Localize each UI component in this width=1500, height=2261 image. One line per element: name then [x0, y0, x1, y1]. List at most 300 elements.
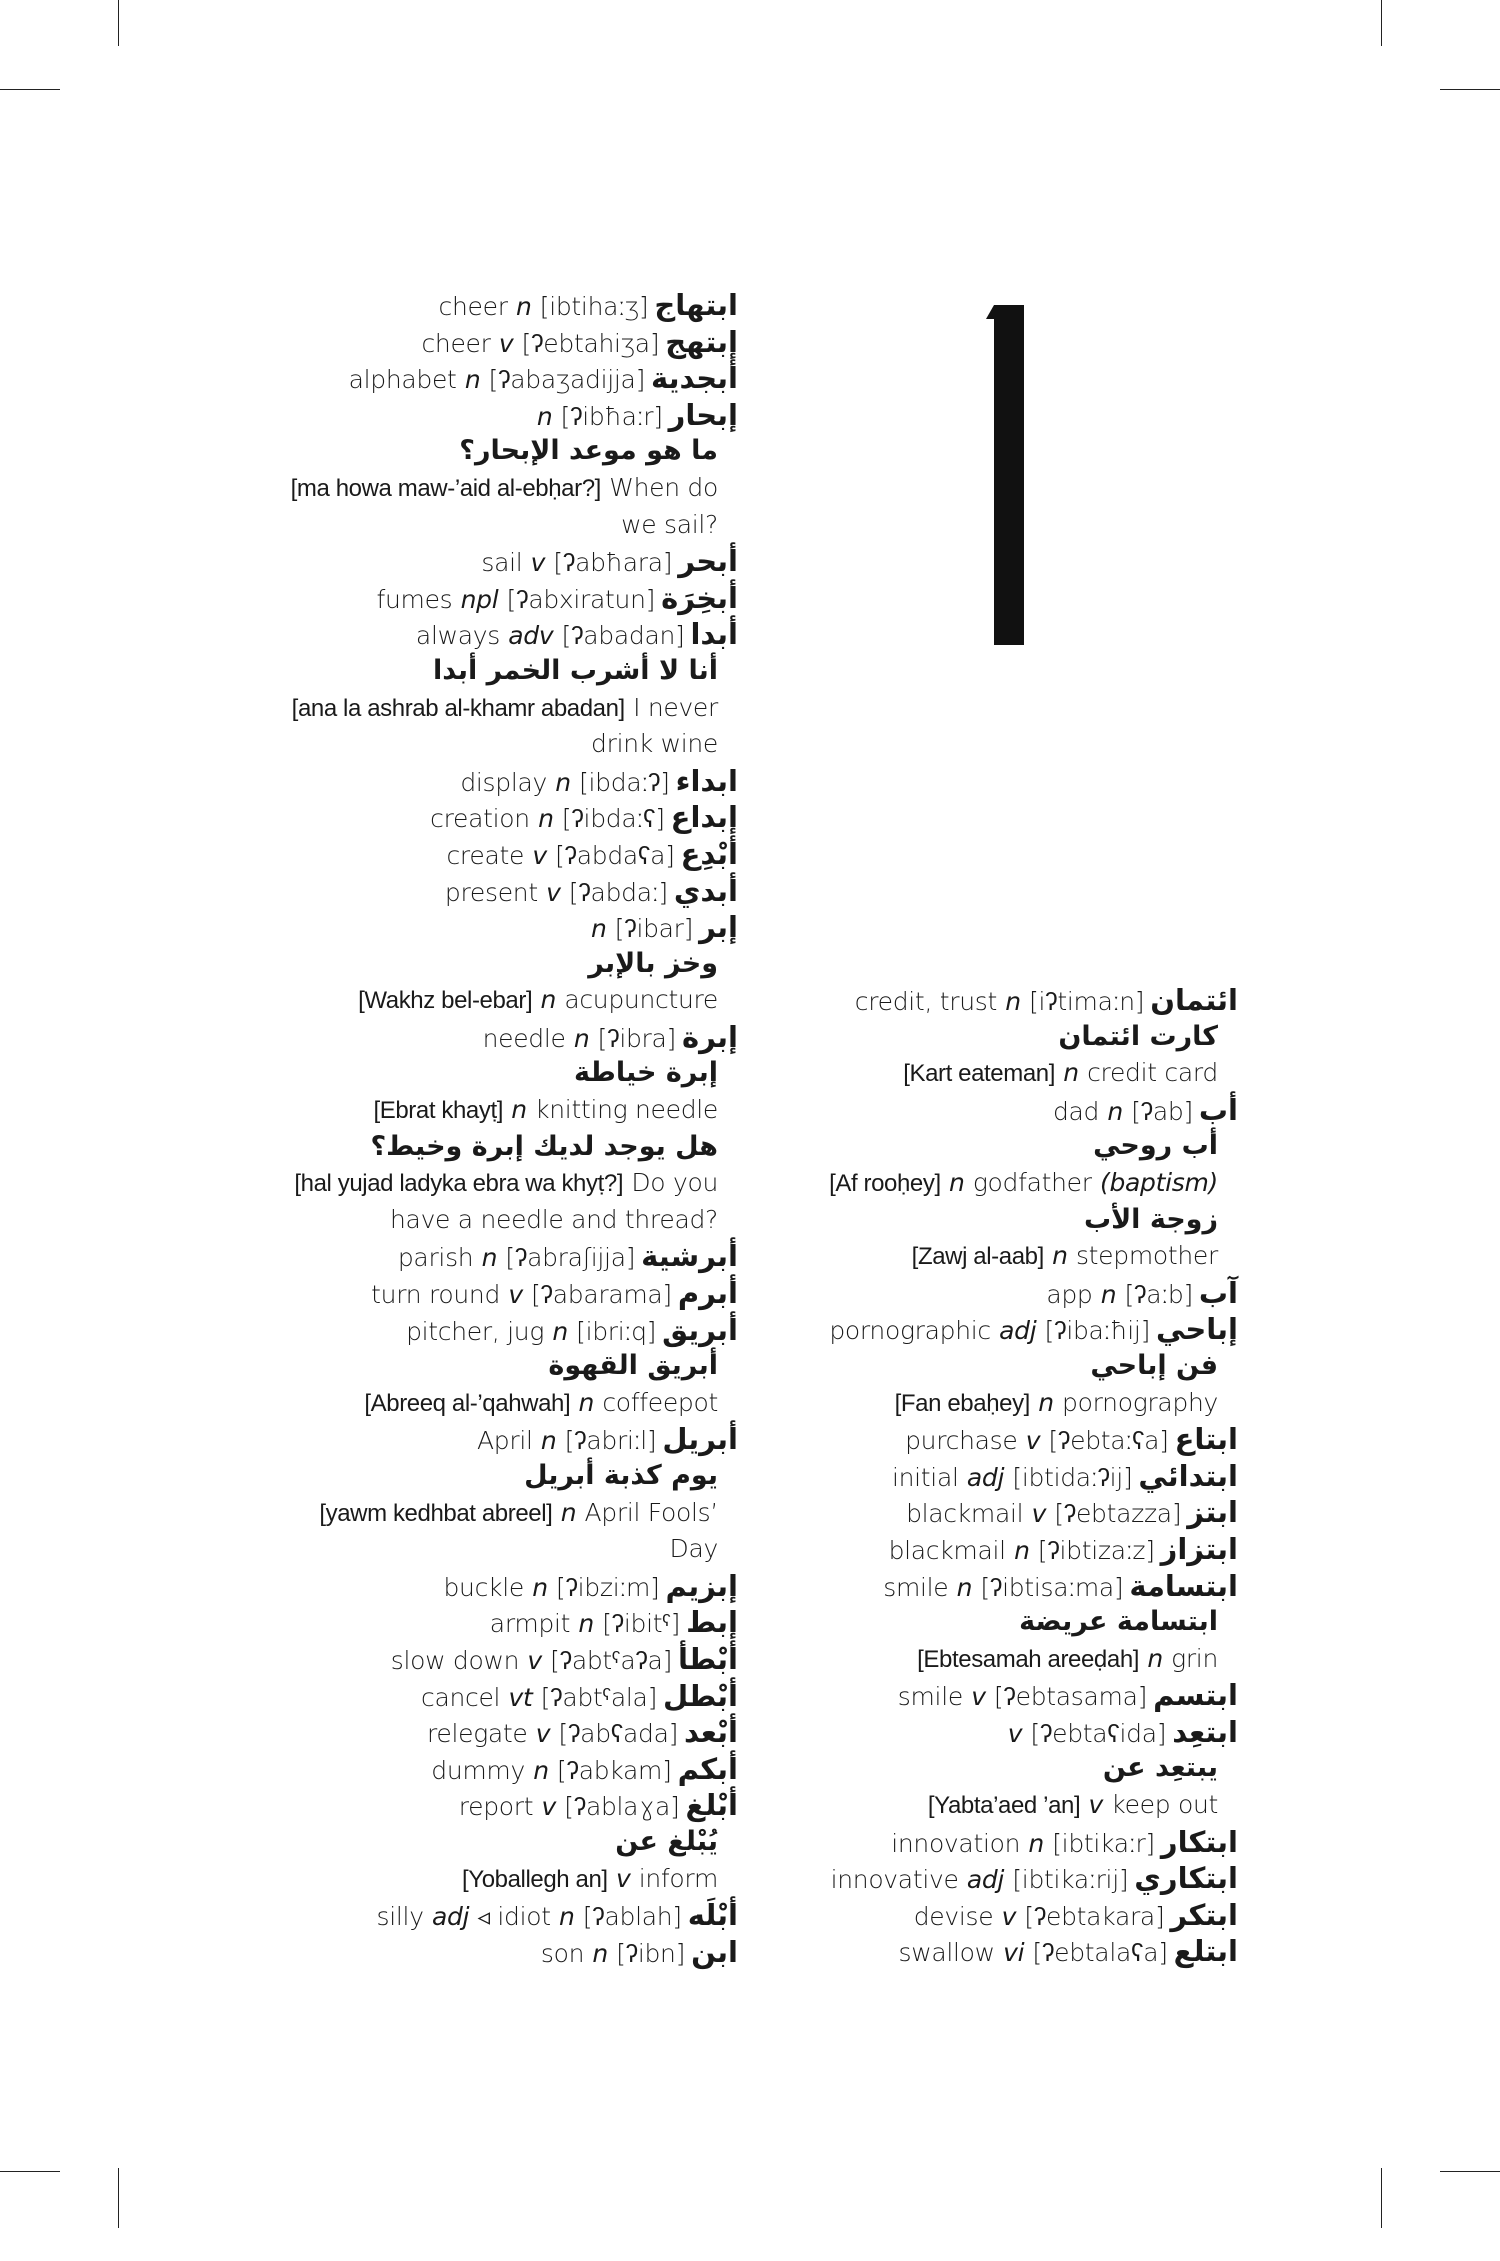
phrase-romanization: [738, 1238, 1238, 1275]
english-headword: needle: [482, 1023, 566, 1053]
arabic-phrase: [738, 1128, 1238, 1165]
transliteration: [iʔtimaːn]: [1029, 987, 1145, 1016]
phrase-romanization: [178, 1861, 738, 1898]
phrase-romanization: [178, 1495, 738, 1532]
part-of-speech: n: [573, 1023, 590, 1053]
english-headword: dummy: [431, 1755, 525, 1785]
dictionary-entry: [178, 616, 738, 653]
transliteration: [ʔibitˤ]: [602, 1609, 681, 1639]
arabic-phrase-text: زوجة الأب: [1083, 1203, 1218, 1235]
english-headword: always: [415, 621, 500, 651]
part-of-speech: n: [552, 1316, 568, 1346]
english-headword: credit, trust: [854, 987, 997, 1016]
dictionary-entry: [178, 1568, 738, 1605]
phrase-romanization: [738, 1641, 1238, 1678]
crop-mark: [1440, 2171, 1500, 2172]
english-headword: swallow: [898, 1938, 995, 1968]
arabic-phrase-text: أنا لا أشرب الخمر أبدا: [433, 654, 718, 686]
romanized-phrase: [Zawj al-aab]: [911, 1243, 1044, 1271]
part-of-speech: n: [540, 1426, 557, 1456]
arabic-phrase: [738, 1202, 1238, 1239]
arabic-phrase-text: يبتعِد عن: [1102, 1752, 1218, 1784]
transliteration: [ʔibn]: [616, 1938, 686, 1968]
phrase-romanization: [738, 1165, 1238, 1202]
part-of-speech: adj: [999, 1316, 1037, 1346]
romanized-phrase: [Fan ebaḥey]: [894, 1389, 1030, 1417]
transliteration: [ʔab]: [1131, 1096, 1193, 1126]
english-headword: smile: [883, 1572, 949, 1602]
english-headword: blackmail: [906, 1499, 1024, 1529]
arabic-headword: أبحر: [678, 544, 738, 579]
part-of-speech: n: [590, 914, 607, 944]
dictionary-entry: [738, 1092, 1238, 1129]
romanized-phrase: [Yoballegh an]: [462, 1865, 608, 1893]
transliteration: [ʔibra]: [597, 1023, 676, 1053]
transliteration: [ibtidaːʔij]: [1012, 1462, 1133, 1492]
arabic-headword: أبدا: [690, 617, 738, 652]
arabic-headword: إبزيم: [665, 1568, 738, 1603]
arabic-headword: إبرة: [682, 1019, 738, 1054]
english-headword: sail: [481, 548, 523, 578]
romanized-phrase: [Wakhz bel-ebar]: [358, 987, 533, 1015]
dictionary-entry: [178, 397, 738, 434]
arabic-headword: إبداع: [670, 800, 738, 835]
phrase-translation: have a needle and thread?: [390, 1204, 718, 1234]
part-of-speech: n: [464, 365, 481, 395]
arabic-headword: ابتز: [1187, 1495, 1238, 1530]
part-of-speech: n: [532, 1572, 548, 1602]
part-of-speech: v: [971, 1682, 986, 1712]
phrase-translation: April Fools’: [584, 1497, 718, 1527]
english-headword: silly: [376, 1902, 424, 1932]
dictionary-entry: [178, 799, 738, 836]
transliteration: [ʔibħaːr]: [560, 401, 663, 431]
translation-continuation: [178, 1531, 738, 1568]
dictionary-entry: [738, 1311, 1238, 1348]
arabic-headword: أبرم: [677, 1276, 738, 1311]
part-of-speech: n: [1063, 1058, 1079, 1088]
arabic-headword: ابن: [691, 1934, 738, 1969]
arabic-headword: آب: [1198, 1275, 1238, 1310]
crop-mark: [118, 2168, 119, 2228]
phrase-translation: coffeepot: [602, 1387, 718, 1417]
phrase-romanization: [738, 1787, 1238, 1824]
phrase-romanization: [738, 1385, 1238, 1422]
transliteration: [ʔabriːl]: [564, 1426, 657, 1456]
part-of-speech: n: [956, 1572, 973, 1602]
arabic-phrase: [178, 1129, 738, 1166]
arabic-headword: ابتعِد: [1172, 1714, 1238, 1749]
phrase-romanization: [178, 470, 738, 507]
part-of-speech: v: [1088, 1790, 1104, 1820]
transliteration: [ʔebtazza]: [1054, 1499, 1182, 1529]
dictionary-entry: [738, 1714, 1238, 1751]
arabic-phrase-text: فن إباحي: [1090, 1349, 1218, 1381]
arabic-phrase-text: أب روحي: [1093, 1130, 1218, 1162]
arabic-headword: أبْلغ: [685, 1788, 738, 1823]
transliteration: [ʔebtaʕida]: [1030, 1718, 1167, 1748]
romanized-phrase: [ma howa maw-’aid al-ebḥar?]: [290, 474, 601, 502]
part-of-speech: n: [515, 292, 532, 321]
phrase-romanization: [178, 690, 738, 727]
transliteration: [ibriːq]: [576, 1316, 657, 1346]
arabic-headword: أبرشية: [641, 1239, 738, 1274]
romanized-phrase: [Kart eateman]: [903, 1060, 1056, 1088]
part-of-speech: n: [592, 1938, 608, 1968]
part-of-speech: adj: [966, 1462, 1005, 1492]
transliteration: [ʔabkam]: [557, 1755, 672, 1785]
transliteration: [ʔaːb]: [1124, 1279, 1193, 1309]
crop-mark: [1381, 2168, 1382, 2228]
arabic-phrase: [738, 1750, 1238, 1787]
dictionary-entry: [178, 1641, 738, 1678]
dictionary-entry: [738, 1568, 1238, 1605]
part-of-speech: n: [1052, 1241, 1068, 1271]
transliteration: [ʔabdaʕa]: [555, 840, 675, 870]
part-of-speech: v: [532, 840, 547, 870]
phrase-translation: we sail?: [621, 509, 718, 539]
english-headword: blackmail: [888, 1535, 1006, 1565]
phrase-translation: grin: [1171, 1643, 1218, 1673]
transliteration: [ibtikaːr]: [1052, 1828, 1155, 1858]
phrase-translation: godfather: [972, 1167, 1092, 1197]
phrase-romanization: [178, 1092, 738, 1129]
cross-reference: ◃ idiot: [477, 1902, 551, 1932]
english-headword: fumes: [376, 584, 453, 614]
dictionary-entry: [178, 1312, 738, 1349]
part-of-speech: n: [555, 767, 571, 797]
arabic-headword: ابتكاري: [1134, 1861, 1238, 1896]
arabic-headword: أبجدية: [651, 361, 738, 396]
part-of-speech: n: [540, 985, 557, 1015]
part-of-speech: n: [560, 1497, 577, 1527]
transliteration: [ʔibar]: [614, 914, 694, 944]
dictionary-entry: [178, 1714, 738, 1751]
dictionary-entry: [178, 1275, 738, 1312]
transliteration: [ʔibtizaːz]: [1037, 1535, 1155, 1565]
english-headword: display: [460, 767, 547, 797]
english-headword: cheer: [421, 328, 491, 358]
transliteration: [ʔablah]: [582, 1902, 682, 1932]
phrase-translation: knitting needle: [535, 1095, 718, 1125]
phrase-translation: pornography: [1062, 1387, 1218, 1417]
dictionary-entry: [178, 1421, 738, 1458]
arabic-phrase: [178, 433, 738, 470]
transliteration: [ʔabtˤaʔa]: [550, 1645, 673, 1675]
part-of-speech: adv: [508, 621, 554, 651]
dictionary-entry: [178, 1604, 738, 1641]
dictionary-entry: [178, 543, 738, 580]
dictionary-entry: [738, 1494, 1238, 1531]
arabic-headword: أبريق: [662, 1312, 738, 1347]
english-headword: son: [540, 1938, 585, 1968]
arabic-headword: أبكم: [677, 1751, 738, 1786]
right-column: [738, 982, 1238, 1970]
part-of-speech: vt: [508, 1682, 533, 1712]
part-of-speech: n: [538, 804, 554, 834]
phrase-translation: Do you: [631, 1168, 718, 1198]
arabic-headword: ابتاع: [1174, 1422, 1238, 1457]
transliteration: [ʔabdaː]: [568, 877, 668, 907]
dictionary-entry: [738, 1897, 1238, 1934]
arabic-headword: ابتزاز: [1160, 1531, 1238, 1566]
phrase-romanization: [178, 1385, 738, 1422]
dictionary-entry: [178, 1019, 738, 1056]
part-of-speech: v: [615, 1863, 631, 1893]
arabic-phrase: [178, 946, 738, 983]
arabic-headword: ابتدائي: [1138, 1458, 1238, 1493]
transliteration: [ʔabraʃijja]: [505, 1243, 636, 1273]
part-of-speech: adj: [966, 1865, 1005, 1895]
dictionary-entry: [178, 1934, 738, 1971]
english-headword: innovation: [891, 1828, 1021, 1858]
romanized-phrase: [Yabta’aed ’an]: [927, 1792, 1081, 1820]
phrase-translation: stepmother: [1075, 1241, 1218, 1271]
arabic-headword: إبط: [686, 1605, 738, 1640]
dictionary-entry: [738, 1824, 1238, 1861]
arabic-phrase-text: هل يوجد لديك إبرة وخيط؟: [370, 1130, 718, 1162]
part-of-speech: n: [1005, 987, 1021, 1016]
dictionary-entry: [178, 909, 738, 946]
arabic-headword: أبدي: [673, 873, 738, 908]
arabic-phrase: [178, 1348, 738, 1385]
transliteration: [ʔibdaːʕ]: [561, 804, 665, 834]
english-headword: create: [446, 840, 525, 870]
dictionary-entry: [178, 324, 738, 361]
dictionary-entry: [738, 1933, 1238, 1970]
transliteration: [ʔabtˤala]: [540, 1682, 658, 1712]
arabic-phrase-text: يُبْلغ عن: [615, 1825, 718, 1857]
romanized-phrase: [hal yujad ladyka ebra wa khyṭ?]: [294, 1170, 624, 1198]
dictionary-entry: [738, 1458, 1238, 1495]
dictionary-entry: [738, 1860, 1238, 1897]
phrase-romanization: [178, 982, 738, 1019]
arabic-headword: ابتكار: [1160, 1824, 1238, 1859]
romanized-phrase: [yawm kedhbat abreel]: [319, 1499, 553, 1527]
usage-note: (baptism): [1100, 1167, 1218, 1197]
dictionary-entry: [178, 1678, 738, 1715]
part-of-speech: n: [1014, 1535, 1030, 1565]
part-of-speech: v: [1025, 1426, 1041, 1456]
crop-mark: [0, 2171, 60, 2172]
dictionary-entry: [178, 1238, 738, 1275]
part-of-speech: n: [481, 1243, 498, 1273]
part-of-speech: n: [1100, 1279, 1117, 1309]
dictionary-entry: [178, 1787, 738, 1824]
dictionary-entry: [738, 1275, 1238, 1312]
transliteration: [ʔabxiratun]: [506, 584, 656, 614]
dictionary-entry: [178, 1897, 738, 1934]
part-of-speech: v: [541, 1792, 557, 1822]
arabic-headword: أبْعد: [684, 1715, 738, 1750]
arabic-headword: أبْلَه: [687, 1898, 738, 1933]
dictionary-entry: [738, 1531, 1238, 1568]
transliteration: [ʔibziːm]: [556, 1572, 660, 1602]
arabic-headword: أبْدِع: [680, 836, 738, 871]
crop-mark: [1381, 0, 1382, 46]
arabic-headword: ائتمان: [1150, 983, 1238, 1017]
english-headword: cancel: [421, 1682, 501, 1712]
transliteration: [ʔabħara]: [553, 548, 673, 578]
english-headword: dad: [1052, 1096, 1100, 1126]
english-headword: innovative: [830, 1865, 959, 1895]
arabic-headword: إباحي: [1156, 1312, 1238, 1347]
phrase-translation: Day: [669, 1534, 718, 1564]
part-of-speech: n: [511, 1095, 527, 1125]
crop-mark: [1440, 89, 1500, 90]
arabic-phrase: [178, 1458, 738, 1495]
arabic-phrase-text: إبرة خياطة: [574, 1057, 718, 1089]
phrase-translation: keep out: [1111, 1790, 1218, 1820]
arabic-phrase-text: يوم كذبة أبريل: [524, 1460, 718, 1491]
part-of-speech: n: [578, 1609, 594, 1639]
transliteration: [ʔabadan]: [561, 621, 685, 651]
dictionary-entry: [178, 763, 738, 800]
part-of-speech: n: [1028, 1828, 1044, 1858]
dictionary-entry: [178, 1751, 738, 1788]
english-headword: cheer: [438, 292, 508, 321]
english-headword: slow down: [390, 1645, 520, 1675]
crop-mark: [0, 89, 60, 90]
part-of-speech: v: [527, 1645, 542, 1675]
transliteration: [ʔebtahiʒa]: [521, 328, 660, 358]
transliteration: [ʔibtisaːma]: [980, 1572, 1124, 1602]
dictionary-entry: [178, 873, 738, 910]
romanized-phrase: [Ebtesamah areeḍah]: [917, 1645, 1140, 1673]
part-of-speech: n: [578, 1387, 595, 1417]
phrase-translation: When do: [609, 472, 718, 502]
english-headword: parish: [397, 1243, 474, 1273]
romanized-phrase: [Af rooḥey]: [829, 1169, 941, 1197]
english-headword: pornographic: [829, 1316, 991, 1346]
transliteration: [ʔabaʒadijja]: [488, 365, 646, 395]
dictionary-entry: [738, 1421, 1238, 1458]
phrase-romanization: [178, 1165, 738, 1202]
english-headword: purchase: [905, 1426, 1018, 1456]
part-of-speech: v: [1031, 1499, 1047, 1529]
transliteration: [ibtikaːrij]: [1012, 1865, 1129, 1895]
crop-mark: [118, 0, 119, 46]
translation-continuation: [178, 726, 738, 763]
english-headword: app: [1046, 1279, 1093, 1309]
english-headword: turn round: [371, 1280, 501, 1310]
english-headword: April: [476, 1426, 533, 1456]
english-headword: alphabet: [348, 365, 457, 395]
transliteration: [ibtihaːʒ]: [539, 292, 649, 321]
part-of-speech: v: [1001, 1901, 1017, 1931]
transliteration: [ʔablaɣa]: [564, 1792, 680, 1822]
phrase-romanization: [738, 1055, 1238, 1092]
phrase-translation: credit card: [1087, 1058, 1218, 1088]
part-of-speech: v: [508, 1280, 523, 1310]
arabic-phrase-text: كارت ائتمان: [1058, 1020, 1218, 1052]
part-of-speech: v: [535, 1719, 551, 1749]
english-headword: initial: [891, 1462, 959, 1492]
english-headword: smile: [897, 1682, 963, 1712]
transliteration: [ʔabʕada]: [558, 1719, 679, 1749]
part-of-speech: v: [546, 877, 561, 907]
english-headword: pitcher, jug: [406, 1316, 545, 1346]
dictionary-entry: [178, 287, 738, 324]
romanized-phrase: [Abreeq al-’qahwah]: [364, 1389, 571, 1417]
transliteration: [ʔabarama]: [531, 1280, 672, 1310]
english-headword: buckle: [443, 1572, 524, 1602]
dictionary-entry: [738, 1677, 1238, 1714]
arabic-phrase: [738, 1604, 1238, 1641]
arabic-phrase-text: ما هو موعد الإبحار؟: [459, 435, 718, 467]
arabic-headword: ابداء: [675, 763, 738, 798]
english-headword: relegate: [426, 1719, 528, 1749]
left-column: [178, 287, 738, 1970]
arabic-headword: أب: [1198, 1092, 1238, 1127]
transliteration: [ʔebtasama]: [993, 1682, 1148, 1712]
part-of-speech: n: [1038, 1387, 1054, 1417]
section-letter-alif: [994, 305, 1024, 645]
arabic-phrase: [738, 1019, 1238, 1056]
arabic-headword: أبخِرَة: [661, 580, 738, 615]
part-of-speech: n: [949, 1167, 965, 1197]
part-of-speech: n: [533, 1755, 549, 1785]
english-headword: report: [458, 1792, 534, 1822]
arabic-phrase-text: ابتسامة عريضة: [1019, 1606, 1218, 1638]
part-of-speech: v: [498, 328, 514, 358]
arabic-phrase-text: وخز بالإبر: [588, 947, 718, 979]
arabic-phrase: [178, 1055, 738, 1092]
dictionary-entry: [738, 982, 1238, 1019]
part-of-speech: v: [1007, 1718, 1023, 1748]
arabic-headword: أبريل: [662, 1422, 738, 1457]
part-of-speech: n: [559, 1902, 575, 1932]
arabic-headword: أبْطأ: [678, 1641, 738, 1676]
transliteration: [ibdaːʔ]: [579, 767, 670, 797]
romanized-phrase: [ana la ashrab al-khamr abadan]: [291, 694, 625, 722]
english-headword: creation: [430, 804, 530, 834]
translation-continuation: [178, 507, 738, 544]
arabic-headword: ابتكر: [1170, 1897, 1238, 1932]
part-of-speech: v: [530, 548, 546, 578]
phrase-translation: I never: [633, 692, 718, 722]
arabic-headword: ابتسم: [1153, 1678, 1238, 1713]
part-of-speech: npl: [460, 584, 499, 614]
part-of-speech: n: [1147, 1643, 1163, 1673]
arabic-headword: ابتهاج: [654, 288, 738, 322]
english-headword: present: [444, 877, 538, 907]
phrase-translation: inform: [638, 1863, 718, 1893]
transliteration: [ʔebtakara]: [1024, 1901, 1165, 1931]
translation-continuation: [178, 1202, 738, 1239]
transliteration: [ʔebtaːʕa]: [1048, 1426, 1169, 1456]
dictionary-entry: [178, 836, 738, 873]
arabic-headword: إبر: [699, 910, 738, 945]
part-of-speech: n: [536, 401, 553, 431]
phrase-translation: drink wine: [591, 729, 718, 759]
arabic-headword: ابتلع: [1173, 1934, 1238, 1969]
arabic-phrase: [178, 653, 738, 690]
dictionary-entry: [178, 580, 738, 617]
arabic-headword: ابتسامة: [1129, 1568, 1238, 1603]
arabic-phrase: [738, 1348, 1238, 1385]
arabic-headword: أبْطل: [663, 1678, 738, 1713]
arabic-phrase: [178, 1824, 738, 1861]
transliteration: [ʔibaːħij]: [1044, 1316, 1151, 1346]
arabic-headword: إبتهج: [665, 324, 738, 359]
part-of-speech: adj: [431, 1902, 470, 1932]
phrase-translation: acupuncture: [564, 985, 718, 1015]
english-headword: armpit: [489, 1609, 571, 1639]
dictionary-entry: [178, 360, 738, 397]
part-of-speech: vi: [1003, 1938, 1025, 1968]
romanized-phrase: [Ebrat khayṭ]: [373, 1097, 503, 1125]
